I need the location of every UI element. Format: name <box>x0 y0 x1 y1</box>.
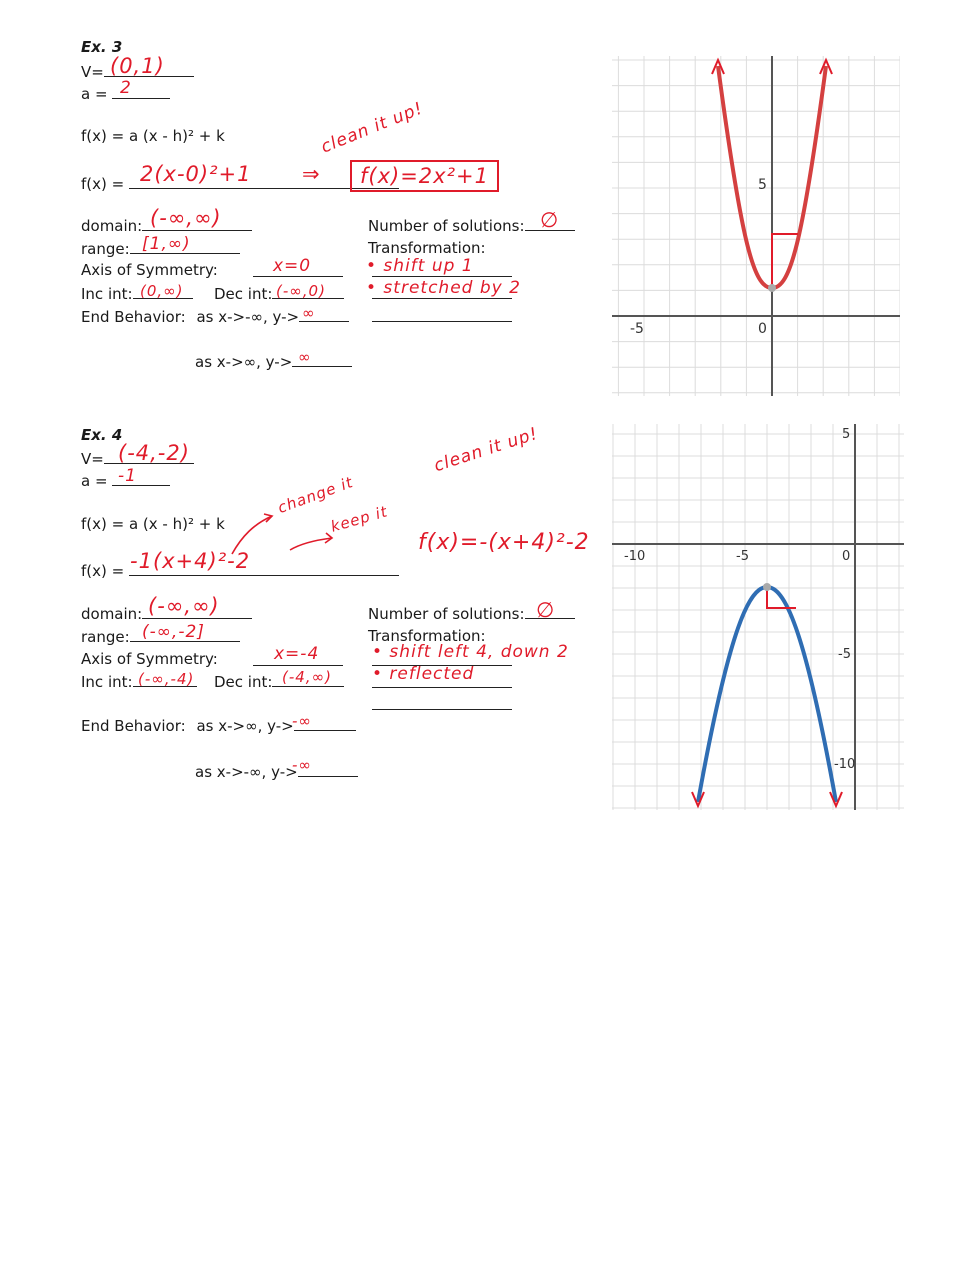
ex4-axis-answer: x=-4 <box>274 644 320 664</box>
ex3-domain-answer: (-∞,∞) <box>150 206 222 230</box>
ex4-end-row1 <box>81 716 356 735</box>
ex4-solutions-label: Number of solutions: <box>368 605 525 623</box>
ex3-inc-answer: (0,∞) <box>140 282 184 300</box>
ex3-transform-1: • shift up 1 <box>366 256 474 276</box>
ex3-a-label: a = <box>81 85 108 103</box>
ex4-vertex-form: f(x) = a (x - h)² + k <box>81 515 225 533</box>
ex4-title: Ex. 4 <box>81 426 123 444</box>
ex3-dec-answer: (-∞,0) <box>276 282 326 300</box>
ex4-end1-text: as x->∞, y-> <box>196 717 294 735</box>
ex3-grid <box>612 56 900 396</box>
ex3-title: Ex. 3 <box>81 38 123 56</box>
ex4-y-tick-neg10: -10 <box>834 757 856 772</box>
ex3-transform-2: • stretched by 2 <box>366 278 521 298</box>
ex4-dec-answer: (-4,∞) <box>282 668 332 686</box>
ex4-note-change: change it <box>275 473 356 517</box>
ex3-end1-text: as x->-∞, y-> <box>196 308 300 326</box>
ex4-fx-simplified: f(x)=-(x+4)²-2 <box>418 530 590 555</box>
ex4-x-tick-neg5: -5 <box>736 549 749 564</box>
ex3-end-row2 <box>195 352 352 371</box>
ex4-fx-label: f(x) = <box>81 562 125 580</box>
ex3-end-label: End Behavior: <box>81 308 186 326</box>
ex4-note-keep: keep it <box>328 502 390 536</box>
ex4-y-tick-5: 5 <box>842 427 851 442</box>
ex4-domain-label: domain: <box>81 605 143 623</box>
ex4-transform-2: • reflected <box>372 664 475 684</box>
ex4-note-clean: clean it up! <box>431 423 541 477</box>
ex3-axis-answer: x=0 <box>273 256 312 276</box>
ex4-x-tick-0: 0 <box>842 549 851 564</box>
ex4-solutions-answer: ∅ <box>536 598 556 622</box>
ex4-end-label: End Behavior: <box>81 717 186 735</box>
ex3-vertex-answer: (0,1) <box>110 54 165 78</box>
ex4-end-row2 <box>195 762 358 781</box>
ex3-fx-simplified-box: f(x)=2x²+1 <box>350 160 499 192</box>
ex3-inc-label: Inc int: <box>81 285 133 303</box>
ex3-graph <box>612 56 900 396</box>
ex3-domain-label: domain: <box>81 217 143 235</box>
ex3-note-clean: clean it up! <box>318 98 427 158</box>
ex4-transform-1: • shift left 4, down 2 <box>372 642 569 662</box>
ex4-end2-answer: -∞ <box>292 756 312 774</box>
ex4-domain-answer: (-∞,∞) <box>148 594 220 618</box>
ex4-y-tick-neg5: -5 <box>838 647 851 662</box>
ex3-solutions-answer: ∅ <box>540 208 560 232</box>
ex4-grid <box>612 424 904 810</box>
ex4-inc-label: Inc int: <box>81 673 133 691</box>
ex3-range-label: range: <box>81 240 130 258</box>
ex3-range-answer: [1,∞) <box>142 234 191 254</box>
ex3-x-tick-0: 0 <box>758 321 767 337</box>
ex3-y-tick-5: 5 <box>758 177 767 193</box>
ex4-a-answer: -1 <box>118 466 137 486</box>
ex3-a-answer: 2 <box>120 78 132 98</box>
ex3-vertex-point <box>768 284 776 292</box>
ex4-transform-label: Transformation: <box>368 627 486 645</box>
ex3-transform-blank-3[interactable] <box>372 307 512 322</box>
ex4-end1-answer: -∞ <box>292 712 312 730</box>
ex3-end2-answer: ∞ <box>298 348 312 366</box>
ex4-fx-answer: -1(x+4)²-2 <box>130 549 251 573</box>
ex4-transform-blank-3[interactable] <box>372 695 512 710</box>
ex3-fx-label: f(x) = <box>81 175 125 193</box>
ex3-end1-answer: ∞ <box>302 304 316 322</box>
ex3-transform-label: Transformation: <box>368 239 486 257</box>
ex3-vertex-form: f(x) = a (x - h)² + k <box>81 127 225 145</box>
ex4-x-tick-neg10: -10 <box>624 549 646 564</box>
ex4-range-answer: (-∞,-2] <box>142 622 205 642</box>
ex4-graph <box>612 424 904 810</box>
ex4-a-label: a = <box>81 472 108 490</box>
ex3-x-tick-neg5: -5 <box>630 321 644 337</box>
ex4-inc-answer: (-∞,-4) <box>138 670 195 688</box>
ex4-vertex-label: V= <box>81 450 104 468</box>
ex3-fx-arrow: ⇒ <box>302 162 321 186</box>
ex4-vertex-answer: (-4,-2) <box>118 441 190 465</box>
ex3-axis-label: Axis of Symmetry: <box>81 261 218 279</box>
ex4-end2-text: as x->-∞, y-> <box>195 763 298 781</box>
ex4-dec-label: Dec int: <box>214 673 273 691</box>
ex3-dec-label: Dec int: <box>214 285 273 303</box>
ex3-solutions-label: Number of solutions: <box>368 217 525 235</box>
ex4-axis-label: Axis of Symmetry: <box>81 650 218 668</box>
ex3-end2-text: as x->∞, y-> <box>195 353 293 371</box>
ex4-range-label: range: <box>81 628 130 646</box>
ex3-vertex-label: V= <box>81 63 104 81</box>
ex4-vertex-point <box>763 583 771 591</box>
ex3-fx-answer: 2(x-0)²+1 <box>140 162 252 186</box>
